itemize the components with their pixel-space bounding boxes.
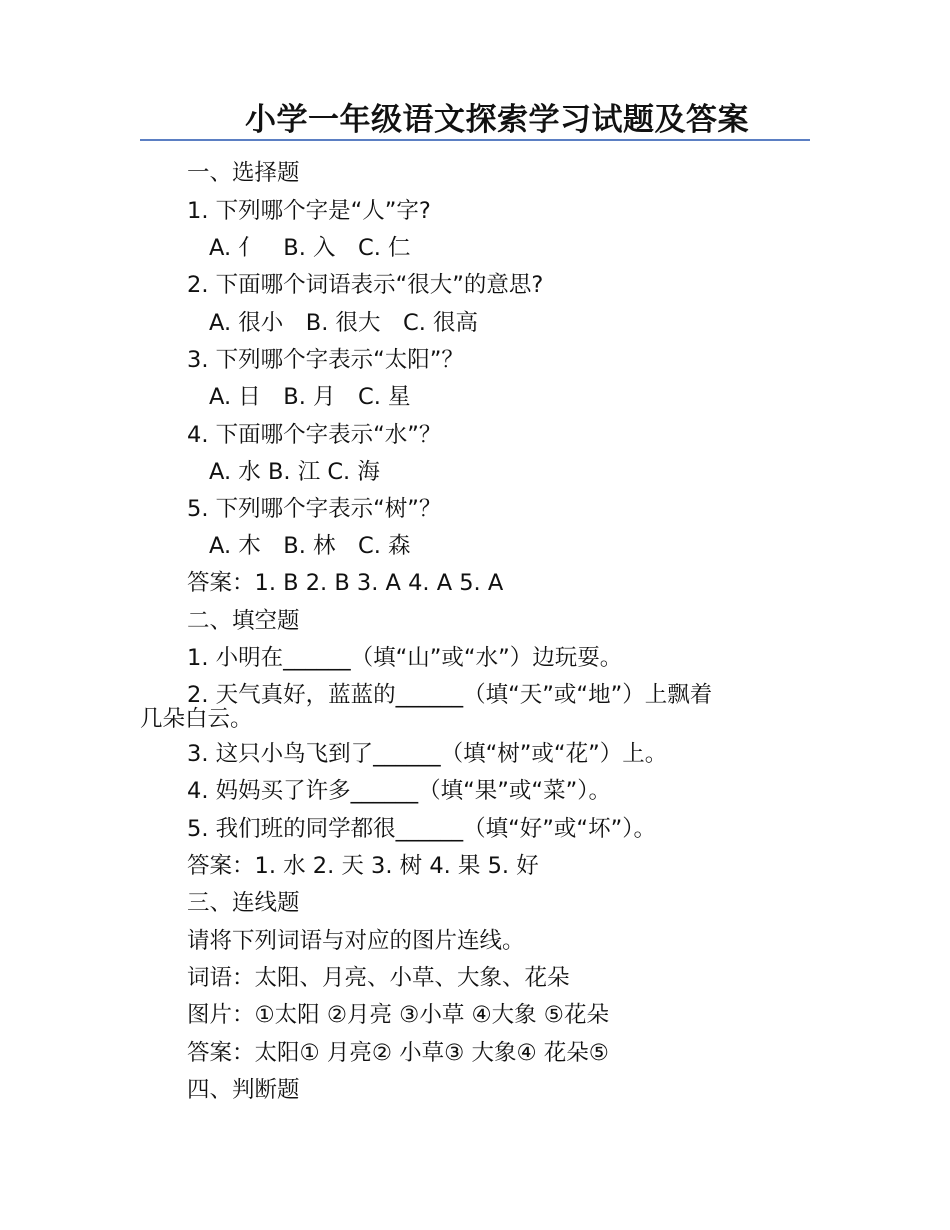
options-line: A. 日 B. 月 C. 星 [209, 384, 411, 410]
options-line: A. 木 B. 林 C. 森 [209, 533, 411, 559]
document-title: 小学一年级语文探索学习试题及答案 [245, 102, 749, 138]
options-line: A. 水 B. 江 C. 海 [209, 459, 380, 485]
question-line: 4. 妈妈买了许多______（填“果”或“菜”）。 [187, 778, 611, 804]
answer-line: 答案：1. B 2. B 3. A 4. A 5. A [187, 570, 504, 596]
question-line: 3. 这只小鸟飞到了______（填“树”或“花”）上。 [187, 741, 668, 767]
section-heading-choice: 一、选择题 [187, 160, 300, 186]
question-line: 1. 下列哪个字是“人”字? [187, 198, 431, 224]
words-line: 词语：太阳、月亮、小草、大象、花朵 [187, 965, 570, 991]
options-line: A. 亻 B. 入 C. 仁 [209, 235, 411, 261]
question-line: 3. 下列哪个字表示“太阳”？ [187, 347, 464, 373]
answer-line: 答案：太阳① 月亮② 小草③ 大象④ 花朵⑤ [187, 1040, 609, 1066]
section-heading-fill: 二、填空题 [187, 608, 300, 634]
question-line: 5. 下列哪个字表示“树”？ [187, 496, 442, 522]
pictures-line: 图片：①太阳 ②月亮 ③小草 ④大象 ⑤花朵 [187, 1002, 609, 1028]
question-line: 5. 我们班的同学都很______（填“好”或“坏”）。 [187, 816, 656, 842]
section-heading-matching: 三、连线题 [187, 890, 300, 916]
answer-line: 答案：1. 水 2. 天 3. 树 4. 果 5. 好 [187, 853, 539, 879]
question-line-continuation: 几朵白云。 [140, 706, 253, 732]
title-underline [140, 139, 810, 141]
question-line: 4. 下面哪个字表示“水”？ [187, 422, 442, 448]
question-line: 2. 下面哪个词语表示“很大”的意思? [187, 272, 544, 298]
section-heading-judgment: 四、判断题 [187, 1077, 300, 1103]
question-line: 1. 小明在______（填“山”或“水”）边玩耍。 [187, 645, 623, 671]
question-line: 2. 天气真好，蓝蓝的______（填“天”或“地”）上飘着 [187, 682, 713, 708]
instruction-line: 请将下列词语与对应的图片连线。 [187, 928, 525, 954]
options-line: A. 很小 B. 很大 C. 很高 [209, 310, 479, 336]
